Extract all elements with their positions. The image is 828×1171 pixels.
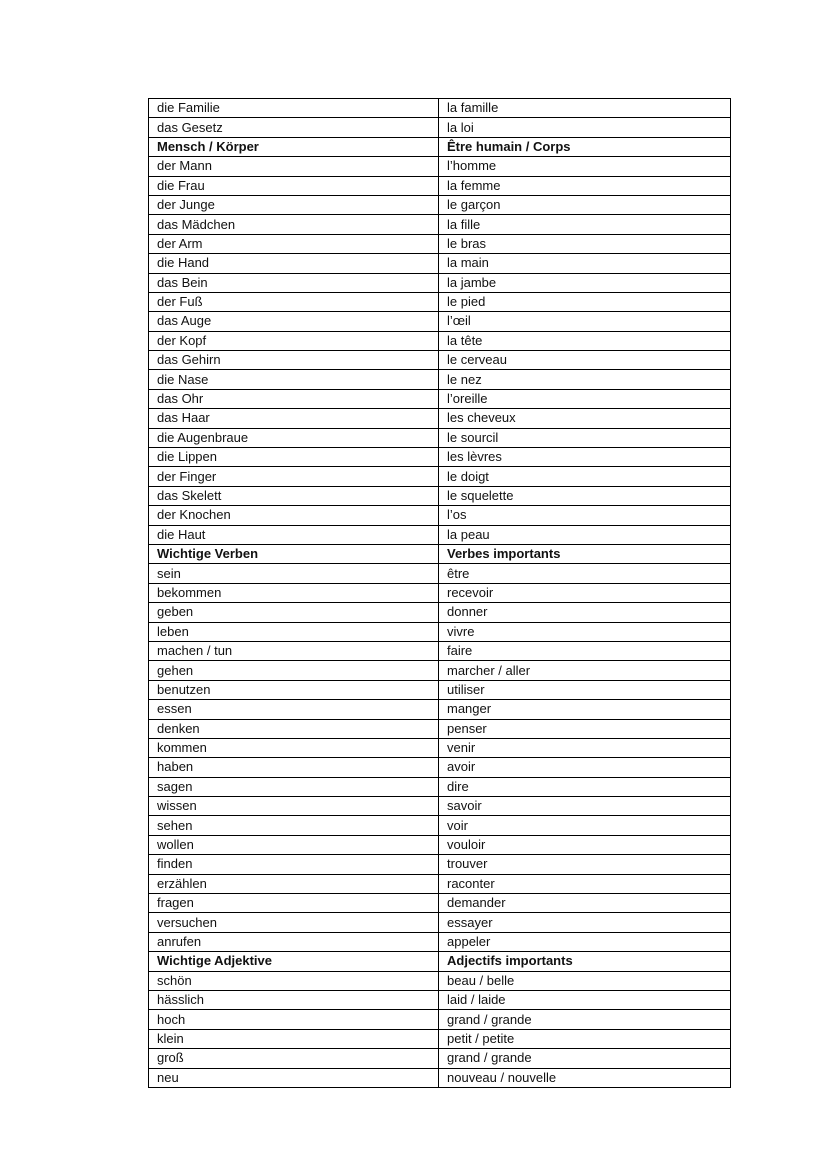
table-row bbox=[149, 874, 731, 893]
german-term: bekommen bbox=[149, 583, 439, 602]
table-row bbox=[149, 583, 731, 602]
german-term: die Nase bbox=[149, 370, 439, 389]
german-term: der Kopf bbox=[149, 331, 439, 350]
german-term: das Skelett bbox=[149, 486, 439, 505]
french-term: la femme bbox=[439, 176, 731, 195]
french-term: la tête bbox=[439, 331, 731, 350]
french-term: grand / grande bbox=[439, 1049, 731, 1068]
german-term: das Bein bbox=[149, 273, 439, 292]
german-term: anrufen bbox=[149, 932, 439, 951]
table-row bbox=[149, 292, 731, 311]
table-row bbox=[149, 855, 731, 874]
section-heading-french: Verbes importants bbox=[439, 544, 731, 563]
french-term: l’os bbox=[439, 506, 731, 525]
german-term: der Knochen bbox=[149, 506, 439, 525]
table-row bbox=[149, 118, 731, 137]
table-row bbox=[149, 254, 731, 273]
german-term: geben bbox=[149, 603, 439, 622]
german-term: die Lippen bbox=[149, 448, 439, 467]
table-row bbox=[149, 99, 731, 118]
german-term: der Mann bbox=[149, 157, 439, 176]
german-term: sehen bbox=[149, 816, 439, 835]
german-term: wissen bbox=[149, 797, 439, 816]
table-row bbox=[149, 370, 731, 389]
table-row bbox=[149, 1029, 731, 1048]
french-term: marcher / aller bbox=[439, 661, 731, 680]
table-row bbox=[149, 603, 731, 622]
french-term: la peau bbox=[439, 525, 731, 544]
table-row bbox=[149, 273, 731, 292]
table-row bbox=[149, 758, 731, 777]
french-term: nouveau / nouvelle bbox=[439, 1068, 731, 1087]
french-term: l’œil bbox=[439, 312, 731, 331]
table-row bbox=[149, 816, 731, 835]
french-term: trouver bbox=[439, 855, 731, 874]
vocabulary-table bbox=[148, 98, 731, 1088]
german-term: die Augenbraue bbox=[149, 428, 439, 447]
table-row bbox=[149, 738, 731, 757]
table-row bbox=[149, 661, 731, 680]
french-term: la fille bbox=[439, 215, 731, 234]
french-term: utiliser bbox=[439, 680, 731, 699]
french-term: le nez bbox=[439, 370, 731, 389]
table-row bbox=[149, 1068, 731, 1087]
german-term: die Frau bbox=[149, 176, 439, 195]
french-term: venir bbox=[439, 738, 731, 757]
table-row bbox=[149, 389, 731, 408]
french-term: le bras bbox=[439, 234, 731, 253]
german-term: wollen bbox=[149, 835, 439, 854]
german-term: kommen bbox=[149, 738, 439, 757]
german-term: essen bbox=[149, 700, 439, 719]
table-row bbox=[149, 351, 731, 370]
table-row bbox=[149, 467, 731, 486]
french-term: laid / laide bbox=[439, 990, 731, 1009]
french-term: le squelette bbox=[439, 486, 731, 505]
german-term: das Gehirn bbox=[149, 351, 439, 370]
french-term: la famille bbox=[439, 99, 731, 118]
section-heading-row bbox=[149, 952, 731, 971]
german-term: gehen bbox=[149, 661, 439, 680]
section-heading-french: Adjectifs importants bbox=[439, 952, 731, 971]
french-term: la main bbox=[439, 254, 731, 273]
vocabulary-table-body bbox=[149, 99, 731, 1088]
table-row bbox=[149, 448, 731, 467]
table-row bbox=[149, 797, 731, 816]
french-term: faire bbox=[439, 641, 731, 660]
german-term: die Familie bbox=[149, 99, 439, 118]
french-term: le sourcil bbox=[439, 428, 731, 447]
german-term: das Gesetz bbox=[149, 118, 439, 137]
german-term: der Arm bbox=[149, 234, 439, 253]
table-row bbox=[149, 409, 731, 428]
table-row bbox=[149, 215, 731, 234]
french-term: le cerveau bbox=[439, 351, 731, 370]
german-term: schön bbox=[149, 971, 439, 990]
german-term: die Haut bbox=[149, 525, 439, 544]
french-term: l’homme bbox=[439, 157, 731, 176]
french-term: le garçon bbox=[439, 195, 731, 214]
table-row bbox=[149, 894, 731, 913]
table-row bbox=[149, 680, 731, 699]
german-term: denken bbox=[149, 719, 439, 738]
french-term: appeler bbox=[439, 932, 731, 951]
french-term: manger bbox=[439, 700, 731, 719]
table-row bbox=[149, 506, 731, 525]
german-term: der Fuß bbox=[149, 292, 439, 311]
french-term: essayer bbox=[439, 913, 731, 932]
table-row bbox=[149, 564, 731, 583]
french-term: voir bbox=[439, 816, 731, 835]
table-row bbox=[149, 835, 731, 854]
table-row bbox=[149, 195, 731, 214]
table-row bbox=[149, 525, 731, 544]
table-row bbox=[149, 428, 731, 447]
german-term: sagen bbox=[149, 777, 439, 796]
french-term: savoir bbox=[439, 797, 731, 816]
german-term: erzählen bbox=[149, 874, 439, 893]
table-row bbox=[149, 971, 731, 990]
table-row bbox=[149, 932, 731, 951]
table-row bbox=[149, 777, 731, 796]
french-term: le doigt bbox=[439, 467, 731, 486]
german-term: die Hand bbox=[149, 254, 439, 273]
german-term: hässlich bbox=[149, 990, 439, 1009]
table-row bbox=[149, 157, 731, 176]
german-term: versuchen bbox=[149, 913, 439, 932]
french-term: avoir bbox=[439, 758, 731, 777]
german-term: sein bbox=[149, 564, 439, 583]
section-heading-row bbox=[149, 544, 731, 563]
german-term: finden bbox=[149, 855, 439, 874]
french-term: dire bbox=[439, 777, 731, 796]
german-term: machen / tun bbox=[149, 641, 439, 660]
section-heading-french: Être humain / Corps bbox=[439, 137, 731, 156]
french-term: être bbox=[439, 564, 731, 583]
table-row bbox=[149, 622, 731, 641]
german-term: das Mädchen bbox=[149, 215, 439, 234]
table-row bbox=[149, 641, 731, 660]
table-row bbox=[149, 176, 731, 195]
table-row bbox=[149, 486, 731, 505]
table-row bbox=[149, 312, 731, 331]
french-term: vivre bbox=[439, 622, 731, 641]
german-term: das Haar bbox=[149, 409, 439, 428]
french-term: grand / grande bbox=[439, 1010, 731, 1029]
french-term: raconter bbox=[439, 874, 731, 893]
section-heading-german: Wichtige Adjektive bbox=[149, 952, 439, 971]
french-term: petit / petite bbox=[439, 1029, 731, 1048]
french-term: demander bbox=[439, 894, 731, 913]
german-term: der Finger bbox=[149, 467, 439, 486]
table-row bbox=[149, 990, 731, 1009]
french-term: la loi bbox=[439, 118, 731, 137]
german-term: haben bbox=[149, 758, 439, 777]
german-term: das Ohr bbox=[149, 389, 439, 408]
table-row bbox=[149, 331, 731, 350]
german-term: leben bbox=[149, 622, 439, 641]
table-row bbox=[149, 1049, 731, 1068]
section-heading-german: Mensch / Körper bbox=[149, 137, 439, 156]
french-term: les cheveux bbox=[439, 409, 731, 428]
french-term: le pied bbox=[439, 292, 731, 311]
german-term: der Junge bbox=[149, 195, 439, 214]
german-term: fragen bbox=[149, 894, 439, 913]
table-row bbox=[149, 234, 731, 253]
table-row bbox=[149, 1010, 731, 1029]
french-term: vouloir bbox=[439, 835, 731, 854]
german-term: klein bbox=[149, 1029, 439, 1048]
german-term: neu bbox=[149, 1068, 439, 1087]
table-row bbox=[149, 913, 731, 932]
german-term: groß bbox=[149, 1049, 439, 1068]
french-term: la jambe bbox=[439, 273, 731, 292]
french-term: beau / belle bbox=[439, 971, 731, 990]
section-heading-german: Wichtige Verben bbox=[149, 544, 439, 563]
section-heading-row bbox=[149, 137, 731, 156]
french-term: l’oreille bbox=[439, 389, 731, 408]
french-term: recevoir bbox=[439, 583, 731, 602]
german-term: hoch bbox=[149, 1010, 439, 1029]
french-term: les lèvres bbox=[439, 448, 731, 467]
german-term: das Auge bbox=[149, 312, 439, 331]
french-term: donner bbox=[439, 603, 731, 622]
german-term: benutzen bbox=[149, 680, 439, 699]
table-row bbox=[149, 700, 731, 719]
french-term: penser bbox=[439, 719, 731, 738]
table-row bbox=[149, 719, 731, 738]
